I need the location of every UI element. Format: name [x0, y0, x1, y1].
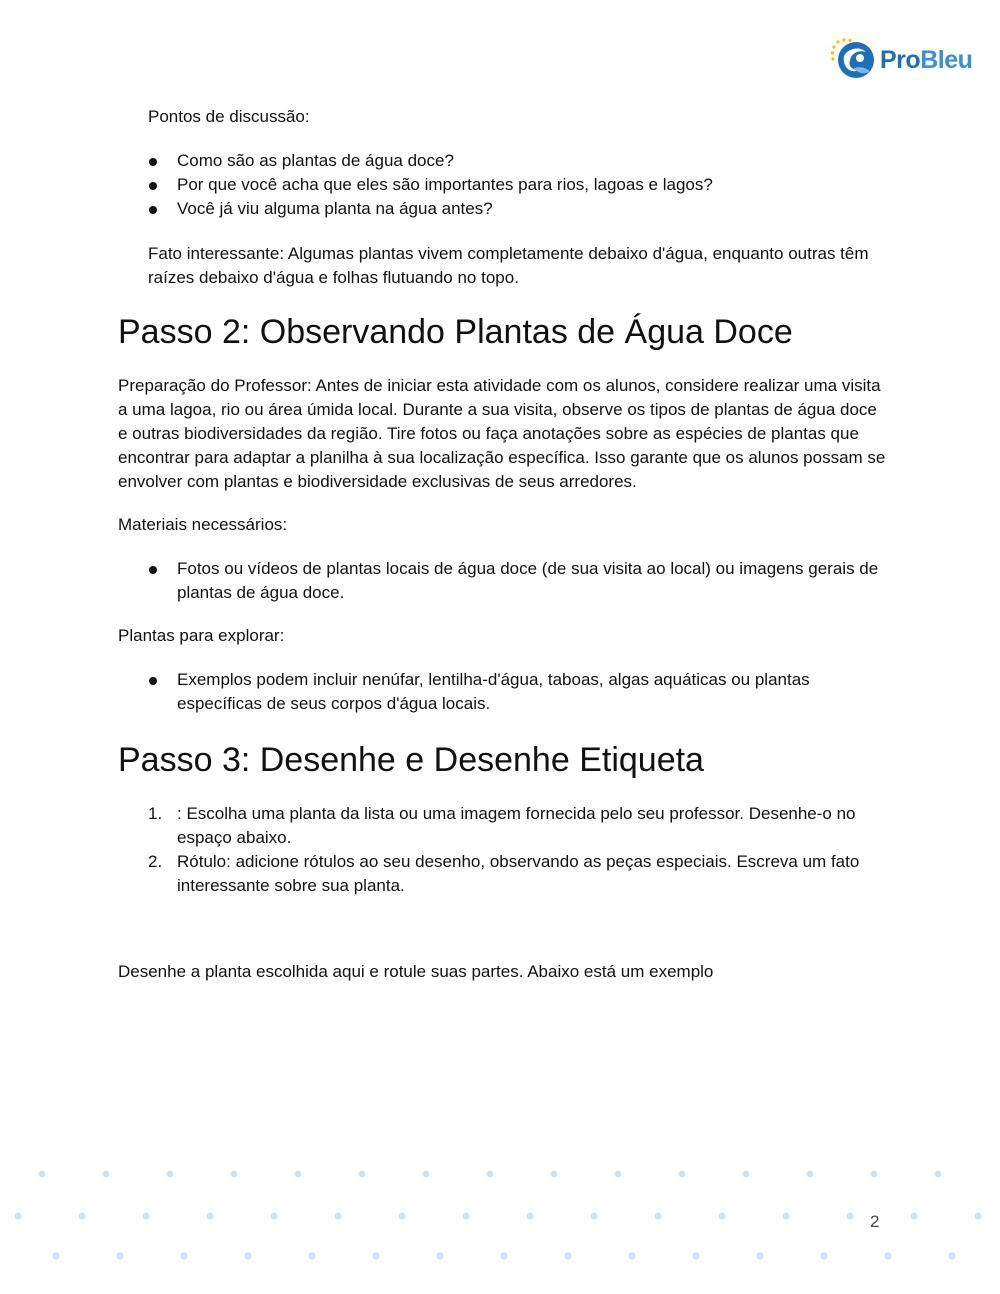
materials-heading: Materiais necessários:	[118, 515, 288, 534]
probleu-logo	[830, 38, 972, 82]
decorative-dot	[821, 1253, 828, 1260]
decorative-dot	[757, 1253, 764, 1260]
decorative-dot	[847, 1213, 854, 1220]
list-item-text: Como são as plantas de água doce?	[177, 151, 454, 170]
decorative-dot	[245, 1253, 252, 1260]
step3-numbered-list	[148, 802, 888, 898]
list-item	[148, 149, 888, 173]
decorative-dot	[949, 1253, 956, 1260]
decorative-dot	[335, 1213, 342, 1220]
discussion-heading: Pontos de discussão:	[148, 107, 310, 126]
decorative-dot	[359, 1171, 366, 1178]
decorative-dot	[309, 1253, 316, 1260]
decorative-dot	[501, 1253, 508, 1260]
decorative-dot-pattern	[0, 1150, 1000, 1280]
decorative-dot	[463, 1213, 470, 1220]
decorative-dot	[117, 1253, 124, 1260]
decorative-dot	[207, 1213, 214, 1220]
step3-title: Passo 3: Desenhe e Desenhe Etiqueta	[118, 741, 704, 779]
probleu-wordmark	[880, 46, 972, 75]
decorative-dot	[423, 1171, 430, 1178]
bullet-icon	[149, 566, 157, 574]
decorative-dot	[743, 1171, 750, 1178]
bullet-icon	[149, 182, 157, 190]
decorative-dot	[871, 1171, 878, 1178]
list-item-text: Exemplos podem incluir nenúfar, lentilha-d'água, taboas, algas aquáticas ou plantas específicas de seus corpos d'água locais.	[177, 670, 810, 713]
decorative-dot	[655, 1213, 662, 1220]
decorative-dot	[181, 1253, 188, 1260]
decorative-dot	[975, 1213, 982, 1220]
brand-name-part2: Bleu	[920, 45, 973, 74]
decorative-dot	[373, 1253, 380, 1260]
decorative-dot	[911, 1213, 918, 1220]
decorative-dot	[591, 1213, 598, 1220]
list-item	[148, 850, 888, 898]
decorative-dot	[167, 1171, 174, 1178]
teacher-prep-paragraph: Preparação do Professor: Antes de iniciar esta atividade com os alunos, considere realizar uma visita a uma lagoa, rio ou área úmida local. Durante a sua visita, observe os tipos de plantas de água doce e outras biodiversidades da região. Tire fotos ou faça anotações sobre as espécies de plantas que encontrar para adaptar a planilha à sua localização específica. Isso garante que os alunos possam se envolver com plantas e biodiversidade exclusivas de seus arredores.	[118, 376, 886, 491]
list-item-text: Rótulo: adicione rótulos ao seu desenho, observando as peças especiais. Escreva um fato interessante sobre sua planta.	[177, 852, 860, 895]
draw-instruction: Desenhe a planta escolhida aqui e rotule suas partes. Abaixo está um exemplo	[118, 962, 714, 981]
discussion-points-list	[148, 149, 888, 221]
decorative-dot	[629, 1253, 636, 1260]
decorative-dot	[679, 1171, 686, 1178]
decorative-dot	[719, 1213, 726, 1220]
page-number: 2	[870, 1212, 880, 1231]
decorative-dot	[437, 1253, 444, 1260]
list-item	[148, 197, 888, 221]
decorative-dot	[487, 1171, 494, 1178]
list-item	[148, 173, 888, 197]
plants-heading: Plantas para explorar:	[118, 626, 285, 645]
decorative-dot	[39, 1171, 46, 1178]
decorative-dot	[15, 1213, 22, 1220]
list-item	[148, 557, 888, 605]
decorative-dot	[53, 1253, 60, 1260]
decorative-dot	[271, 1213, 278, 1220]
bullet-icon	[149, 677, 157, 685]
materials-list	[148, 557, 888, 605]
list-item-number: 1.	[148, 804, 163, 823]
list-item-number: 2.	[148, 852, 163, 871]
probleu-logo-icon	[830, 38, 876, 82]
decorative-dot	[935, 1171, 942, 1178]
decorative-dot	[783, 1213, 790, 1220]
fun-fact-paragraph: Fato interessante: Algumas plantas vivem completamente debaixo d'água, enquanto outras têm raízes debaixo d'água e folhas flutuando no topo.	[148, 244, 869, 287]
decorative-dot	[143, 1213, 150, 1220]
step2-title: Passo 2: Observando Plantas de Água Doce	[118, 313, 793, 351]
decorative-dot	[399, 1213, 406, 1220]
plants-list	[148, 668, 888, 716]
decorative-dot	[807, 1171, 814, 1178]
decorative-dot	[885, 1253, 892, 1260]
decorative-dot	[295, 1171, 302, 1178]
bullet-icon	[149, 158, 157, 166]
list-item	[148, 802, 888, 850]
brand-name-part1: Pro	[880, 45, 921, 74]
list-item	[148, 668, 888, 716]
decorative-dot	[103, 1171, 110, 1178]
list-item-text: : Escolha uma planta da lista ou uma imagem fornecida pelo seu professor. Desenhe-o no espaço abaixo.	[177, 804, 856, 847]
list-item-text: Você já viu alguma planta na água antes?	[177, 199, 493, 218]
decorative-dot	[551, 1171, 558, 1178]
decorative-dot	[693, 1253, 700, 1260]
decorative-dot	[615, 1171, 622, 1178]
list-item-text: Por que você acha que eles são importantes para rios, lagoas e lagos?	[177, 175, 713, 194]
decorative-dot	[79, 1213, 86, 1220]
bullet-icon	[149, 206, 157, 214]
decorative-dot	[231, 1171, 238, 1178]
decorative-dot	[527, 1213, 534, 1220]
list-item-text: Fotos ou vídeos de plantas locais de água doce (de sua visita ao local) ou imagens gerais de plantas de água doce.	[177, 559, 879, 602]
decorative-dot	[565, 1253, 572, 1260]
